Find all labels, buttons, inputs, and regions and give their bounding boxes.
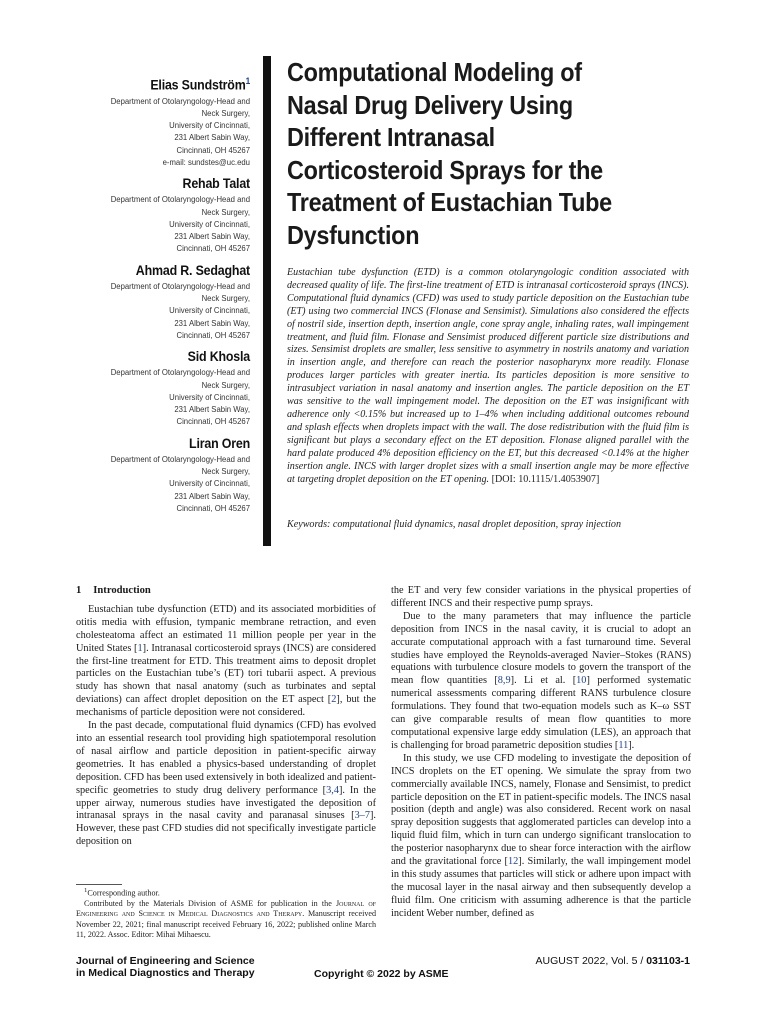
title-line: Nasal Drug Delivery Using	[287, 89, 573, 120]
abstract-text: Eustachian tube dysfunction (ETD) is a common otolaryngologic condition associated with decreased quality of life. The first-line treatment of ETD is intranasal corticosteroid sprays (INCS). Computational fluid dynamics (CFD) was used to study particle deposition on the Eustachian tube (ET) using two commercial INCS (Flonase and Sensimist). Simulations also considered the effects of nostril side, insertion depth, insertion angle, cone spray angle, inhaling rates, wall impingement treatment, and fluid film. Flonase and Sensimist produced different particle size distributions and sizes. Sensimist droplets are smaller, less sensitive to asymmetry in nostrils anatomy and variation in insertion angle, and therefore can reach the posterior nasopharynx more readily. Flonase produces larger particles with greater inertia. Its particles deposition is more sensitive to intrasubject variation in nasal anatomy and insertion angles. The particle deposition on the ET was sensitive to the wall impingement model. The deposition on the ET was insignificant with adherence only <0.15% but increased up to 1–4% when including additional outcomes rebound and splash effects when droplets impact with the wall. The dose redistribution with the fluid film is significant but plays a secondary effect on the ET deposition. Flonase aligned parallel with the hard palate produced 4% deposition efficiency on the ET, but this decreased <0.14% at the higher insertion angle. INCS with larger droplet sizes with a small insertion angle may be more effective at targeting droplet deposition on the ET opening.	[287, 267, 689, 485]
author-affiliation-line: University of Cincinnati,	[169, 478, 250, 489]
footnote-corresponding: Corresponding author.	[87, 888, 160, 898]
keywords: Keywords: computational fluid dynamics, nasal droplet deposition, spray injection	[287, 519, 622, 530]
author-affiliation-line: 231 Albert Sabin Way,	[174, 404, 250, 415]
author-affiliation-line: University of Cincinnati,	[169, 218, 250, 229]
footnote-dates: . Manuscript received November 22, 2021; final manuscript received February 16, 2022; published online March 11, 2022. Assoc. Editor: Mihai Mihaescu.	[76, 909, 377, 939]
author-name: Sid Khosla	[187, 349, 250, 365]
left-column	[76, 585, 376, 849]
footer-issue-date: AUGUST 2022, Vol. 5	[535, 955, 638, 967]
body-text: Eustachian tube dysfunction (ETD) and its associated morbidities of otitis media with effusion, tympanic membrane retraction, and even cholesteatoma affect an estimated 11 million people per year in the United States [	[76, 603, 376, 654]
author-affiliation-line: Cincinnati, OH 45267	[176, 144, 250, 155]
author-affiliation-line: Department of Otolaryngology-Head and	[110, 194, 251, 205]
author-block	[80, 436, 250, 514]
author-affiliation-line: Neck Surgery,	[201, 293, 250, 304]
author-list	[80, 76, 250, 522]
author-footnote-marker[interactable]: 1	[245, 76, 250, 86]
author-affiliation-line: 231 Albert Sabin Way,	[174, 231, 250, 242]
author-email[interactable]: e-mail: sundstes@uc.edu	[162, 156, 250, 167]
abstract	[287, 267, 689, 486]
author-name: Elias Sundström$^1$	[150, 76, 250, 93]
footnote-rule	[76, 884, 122, 885]
body-text: In this study, we use CFD modeling to investigate the deposition of INCS droplets on the ET opening. We simulate the spray from two commercially available INCS, namely, Flonase and Sensimist, to predict particle deposition on the ET in patient-specific models. The INCS nasal position (depth and angle) was also considered. Recent work on nasal spray deposition suggests that agglomerated particles can develop into a liquid fluid film, which in turn can undergo significant translocation to the posterior nasopharynx due to shear force interaction with the airflow and the gravitational force [	[391, 752, 691, 868]
body-text: Due to the many parameters that may influence the particle deposition from INCS in the nasal cavity, it is crucial to adopt an accurate computational approach with a fast turnaround time. Several studies have employed the Reynolds-averaged Navier–Stokes (RANS) equations with turbulence closure models to govern the transport of the mean flow quantities [	[391, 610, 691, 687]
footer-journal	[76, 955, 255, 979]
body-text: ]. Similarly, the wall impingement model in this study assumes that particles will stick or adhere upon impact with the mucosal layer in the nasal airway and then subsequently develop a fluid film. One criticism with assuming adherence is that the particle incident Weber number, defined as	[391, 856, 691, 919]
body-paragraph	[76, 604, 376, 720]
author-affiliation-line: Department of Otolaryngology-Head and	[110, 280, 251, 291]
author-affiliation-line: Cincinnati, OH 45267	[176, 243, 250, 254]
paper-title	[287, 56, 647, 251]
right-column	[391, 585, 691, 921]
body-text: ].	[628, 739, 635, 751]
author-affiliation-line: Neck Surgery,	[201, 466, 250, 477]
title-line: Corticosteroid Sprays for the	[287, 154, 603, 185]
body-paragraph	[391, 611, 691, 753]
footnote-journal: Journal of Engineering and Science in Medical Diagnostics and Therapy	[76, 898, 377, 919]
body-paragraph	[391, 585, 691, 611]
body-text: In the past decade, computational fluid dynamics (CFD) has evolved into an essential research tool providing high spatiotemporal resolution of nasal airflow and particle deposition in patient-specific airway geometries. It has enabled a physics-based understanding of droplet deposition. CFD has been used extensively in both idealized and patient-specific geometries to study drug delivery performance [	[76, 720, 376, 796]
title-line: Dysfunction	[287, 219, 420, 250]
body-text: ]. Intranasal corticosteroid sprays (INCS) are considered the first-line treatment for ETD. This treatment aims to deposit droplet particles on the Eustachian tube’s (ET) tori tubarii aspect. A previous study has shown that nasal anatomy (such as turbinates and septal deviations) can affect droplet deposition on the ET aspect [	[76, 642, 376, 706]
author-name: Ahmad R. Sedaghat	[135, 262, 250, 278]
footer-journal-line1: Journal of Engineering and Science	[76, 955, 255, 967]
citation-link[interactable]: 10	[576, 675, 587, 687]
citation-link[interactable]: 8,9	[497, 675, 511, 687]
footer-issue	[535, 955, 690, 967]
title-line: Different Intranasal	[287, 122, 495, 152]
citation-link[interactable]: 2	[331, 694, 337, 706]
body-text: ], but the mechanisms of particle deposition were not considered.	[76, 694, 377, 719]
footnote-marker: 1	[84, 887, 88, 894]
author-name: Rehab Talat	[182, 176, 250, 192]
citation-link[interactable]: 11	[618, 739, 629, 751]
author-block	[80, 263, 250, 341]
author-affiliation-line: University of Cincinnati,	[169, 120, 250, 131]
author-affiliation-line: 231 Albert Sabin Way,	[174, 490, 250, 501]
title-line: Treatment of Eustachian Tube	[287, 187, 612, 217]
footer-page-number: 031103-1	[646, 955, 690, 967]
author-affiliation-line: University of Cincinnati,	[169, 305, 250, 316]
body-text: ]. Li et al. [	[510, 675, 577, 687]
author-affiliation-line: Cincinnati, OH 45267	[176, 329, 250, 340]
author-name: Liran Oren	[189, 435, 250, 451]
footer-copyright: Copyright © 2022 by ASME	[314, 968, 449, 980]
footnote-contributed: Contributed by the Materials Division of ASME for publication in the	[84, 898, 336, 908]
body-text: the ET and very few consider variations in the physical properties of different INCS and their respective pump sprays.	[391, 585, 691, 609]
author-affiliation-line: University of Cincinnati,	[169, 391, 250, 402]
footer-separator: /	[637, 955, 647, 967]
section-number: 1	[76, 585, 82, 596]
author-affiliation-line: Department of Otolaryngology-Head and	[110, 453, 251, 464]
author-affiliation-line: Cincinnati, OH 45267	[176, 502, 250, 513]
author-block	[80, 349, 250, 427]
section-title: Introduction	[93, 585, 151, 596]
footer-journal-line2: in Medical Diagnostics and Therapy	[76, 967, 255, 979]
body-paragraph	[391, 753, 691, 921]
author-block	[80, 176, 250, 254]
author-affiliation-line: 231 Albert Sabin Way,	[174, 132, 250, 143]
title-line: Computational Modeling of	[287, 57, 582, 87]
author-affiliation-line: Department of Otolaryngology-Head and	[110, 95, 251, 106]
author-affiliation-line: 231 Albert Sabin Way,	[174, 317, 250, 328]
body-text: ] performed systematic numerical assessments comparing different RANS turbulence closure formulations. They found that two-equation models such as K–ω SST can give comparable results of mean flow quantities to more computational expensive large eddy simulation (LES), an approach that is challenging for broad parametric deposition studies [	[391, 675, 691, 751]
footnotes	[76, 886, 376, 940]
citation-link[interactable]: 12	[507, 856, 519, 868]
citation-link[interactable]: 1	[137, 642, 143, 654]
doi-link[interactable]: [DOI: 10.1115/1.4053907]	[491, 473, 600, 485]
author-block	[80, 76, 250, 168]
body-text: ]. In the upper airway, numerous studies have investigated the deposition of intranasal sprays in the nasal cavity and paranasal sinuses [	[76, 784, 376, 822]
author-affiliation-line: Department of Otolaryngology-Head and	[110, 367, 251, 378]
author-affiliation-line: Neck Surgery,	[201, 379, 250, 390]
author-affiliation-line: Neck Surgery,	[201, 206, 250, 217]
citation-link[interactable]: 3,4	[326, 784, 339, 796]
citation-link[interactable]: 3–7	[354, 810, 370, 822]
author-affiliation-line: Cincinnati, OH 45267	[176, 416, 250, 427]
author-affiliation-line: Neck Surgery,	[201, 107, 250, 118]
body-text: ]. However, these past CFD studies did not specifically investigate particle deposition on	[76, 810, 376, 848]
section-heading	[76, 585, 376, 598]
body-paragraph	[76, 720, 376, 849]
title-rule	[263, 56, 271, 546]
